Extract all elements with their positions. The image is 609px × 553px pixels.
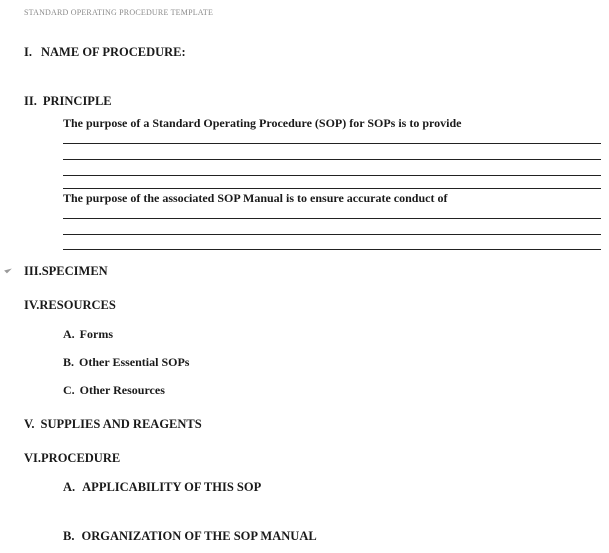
procedure-item-applicability xyxy=(63,480,261,495)
item-label: ORGANIZATION OF THE SOP MANUAL xyxy=(81,529,317,543)
fill-in-line[interactable] xyxy=(63,159,601,160)
item-letter: A. xyxy=(63,480,76,494)
item-letter: B. xyxy=(63,529,75,543)
section-title: PROCEDURE xyxy=(41,451,121,465)
principle-paragraph-1: The purpose of a Standard Operating Procedure (SOP) for SOPs is to provide xyxy=(63,116,462,130)
fill-in-line[interactable] xyxy=(63,234,601,235)
section-heading-specimen xyxy=(24,264,108,279)
item-label: Other Essential SOPs xyxy=(79,355,190,369)
section-heading-principle xyxy=(24,94,112,109)
section-heading-resources xyxy=(24,298,116,313)
section-number: I. xyxy=(24,45,32,59)
fill-in-line[interactable] xyxy=(63,249,601,250)
fill-in-line[interactable] xyxy=(63,218,601,219)
section-heading-supplies-and-reagents xyxy=(24,417,202,432)
section-heading-procedure xyxy=(24,451,120,466)
section-number: IV. xyxy=(24,298,40,312)
fill-in-line[interactable] xyxy=(63,188,601,189)
procedure-item-organization xyxy=(63,529,317,544)
fill-in-line[interactable] xyxy=(63,175,601,176)
item-label: APPLICABILITY OF THIS SOP xyxy=(82,480,262,494)
item-letter: C. xyxy=(63,383,75,397)
resources-item-other-essential-sops xyxy=(63,355,189,370)
document-header: STANDARD OPERATING PROCEDURE TEMPLATE xyxy=(24,8,214,17)
section-title: RESOURCES xyxy=(39,298,116,312)
section-title: NAME OF PROCEDURE: xyxy=(41,45,186,59)
section-number: III. xyxy=(24,264,42,278)
section-title: SUPPLIES AND REAGENTS xyxy=(40,417,202,431)
section-number: II. xyxy=(24,94,37,108)
item-letter: A. xyxy=(63,327,75,341)
resources-item-forms xyxy=(63,327,113,342)
fill-in-line[interactable] xyxy=(63,143,601,144)
item-label: Other Resources xyxy=(79,383,165,397)
collapse-triangle-icon[interactable] xyxy=(4,266,12,274)
section-title: SPECIMEN xyxy=(41,264,108,278)
item-label: Forms xyxy=(79,327,113,341)
section-number: VI. xyxy=(24,451,42,465)
resources-item-other-resources xyxy=(63,383,165,398)
principle-paragraph-2: The purpose of the associated SOP Manual is to ensure accurate conduct of xyxy=(63,191,448,205)
section-heading-name-of-procedure xyxy=(24,45,186,60)
item-letter: B. xyxy=(63,355,75,369)
section-title: PRINCIPLE xyxy=(42,94,112,108)
section-number: V. xyxy=(24,417,35,431)
